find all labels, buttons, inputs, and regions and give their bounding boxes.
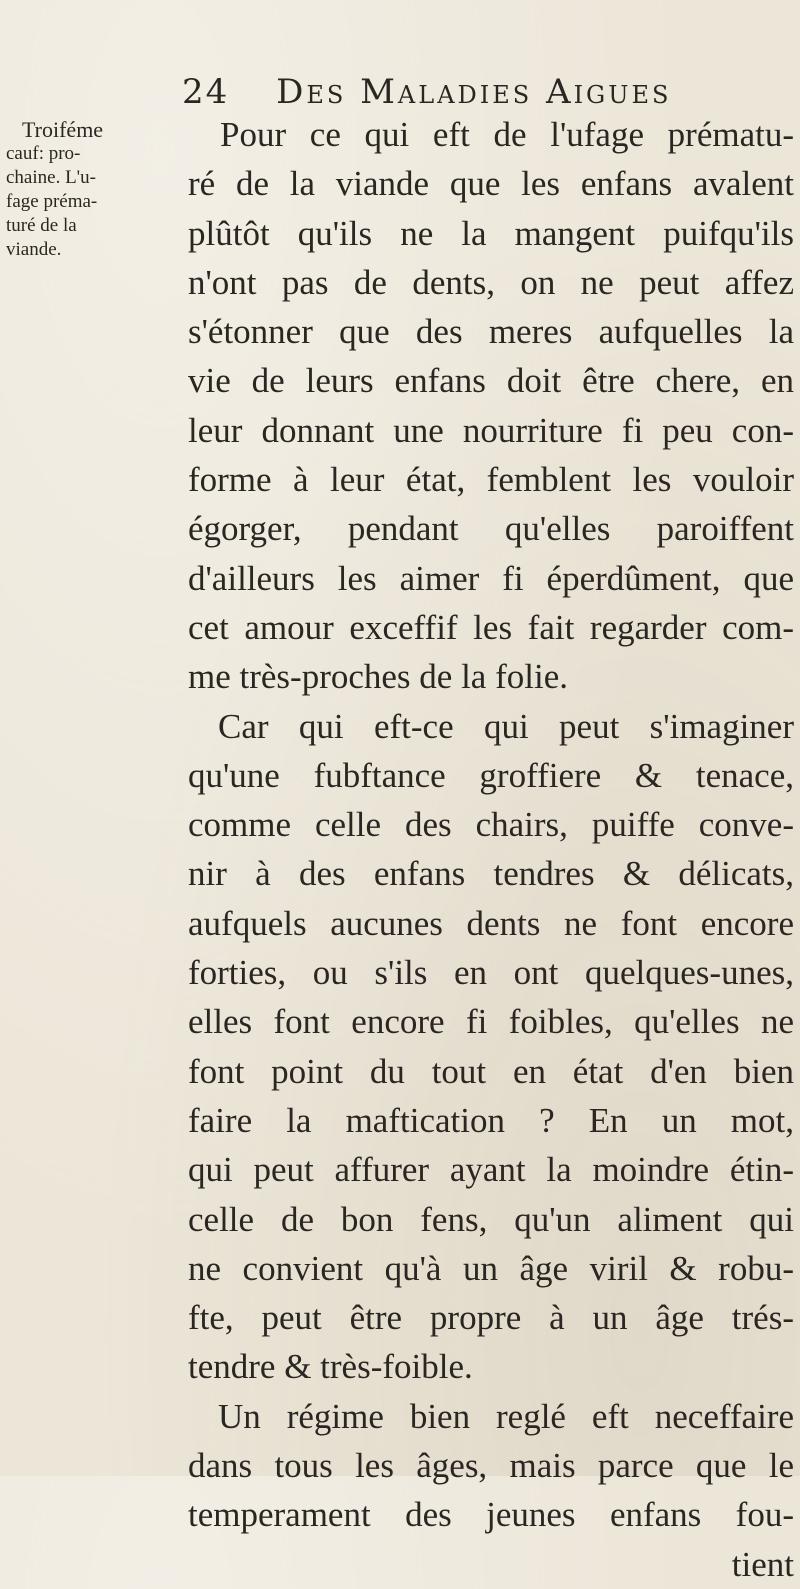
text-line: celle de bon fens, qu'un aliment qui [188, 1199, 794, 1239]
text-line: cet amour exceffif les fait regarder com- [188, 607, 794, 647]
margin-note-line: turé de la [6, 215, 77, 236]
margin-note-line: fage préma- [6, 191, 98, 212]
text-line: ré de la viande que les enfans avalent [188, 164, 794, 204]
text-line: qu'une fubftance groffiere & tenace, [188, 755, 794, 795]
body-text [188, 110, 794, 1589]
text-line: Un régime bien reglé eft neceffaire [218, 1396, 794, 1436]
text-line: plûtôt qu'ils ne la mangent puifqu'ils [188, 213, 794, 253]
text-line: forties, ou s'ils en ont quelques-unes, [188, 953, 794, 993]
margin-note-line: cauf: pro- [6, 143, 81, 164]
text-line: faire la maftication ? En un mot, [188, 1100, 794, 1140]
running-head [182, 72, 671, 112]
margin-note-line: Troiféme [22, 117, 104, 142]
page-number: 24 [182, 72, 230, 112]
text-line: n'ont pas de dents, on ne peut affez [188, 262, 794, 302]
text-line: comme celle des chairs, puiffe conve- [188, 805, 794, 845]
text-line: égorger, pendant qu'elles paroiffent [188, 509, 794, 549]
margin-note [6, 118, 166, 262]
margin-note-line: viande. [6, 239, 62, 260]
text-line: fte, peut être propre à un âge trés- [188, 1298, 794, 1338]
text-line: ne convient qu'à un âge viril & robu- [188, 1248, 794, 1288]
text-line: nir à des enfans tendres & délicats, [188, 854, 794, 894]
text-line: tendre & très-foible. [188, 1347, 473, 1387]
running-title: Des Maladies Aigues [276, 72, 672, 112]
text-line: temperament des jeunes enfans fou- [188, 1495, 794, 1535]
text-line: qui peut affurer ayant la moindre étin- [188, 1150, 794, 1190]
text-line: forme à leur état, femblent les vouloir [188, 460, 794, 500]
text-line: me très-proches de la folie. [188, 657, 568, 697]
text-line: Car qui eft-ce qui peut s'imaginer [218, 706, 794, 746]
text-line: font point du tout en état d'en bien [188, 1051, 794, 1091]
text-line: dans tous les âges, mais parce que le [188, 1446, 794, 1486]
text-line: leur donnant une nourriture fi peu con- [188, 410, 794, 450]
margin-note-line: chaine. L'u- [6, 167, 96, 188]
text-line: elles font encore fi foibles, qu'elles ne [188, 1002, 794, 1042]
text-line: Pour ce qui eft de l'ufage prématu- [220, 115, 794, 154]
text-line: vie de leurs enfans doit être chere, en [188, 361, 794, 401]
catchword: tient [731, 1544, 794, 1584]
text-line: aufquels aucunes dents ne font encore [188, 903, 794, 943]
text-line: s'étonner que des meres aufquelles la [188, 312, 794, 352]
text-line: d'ailleurs les aimer fi éperdûment, que [188, 558, 794, 598]
